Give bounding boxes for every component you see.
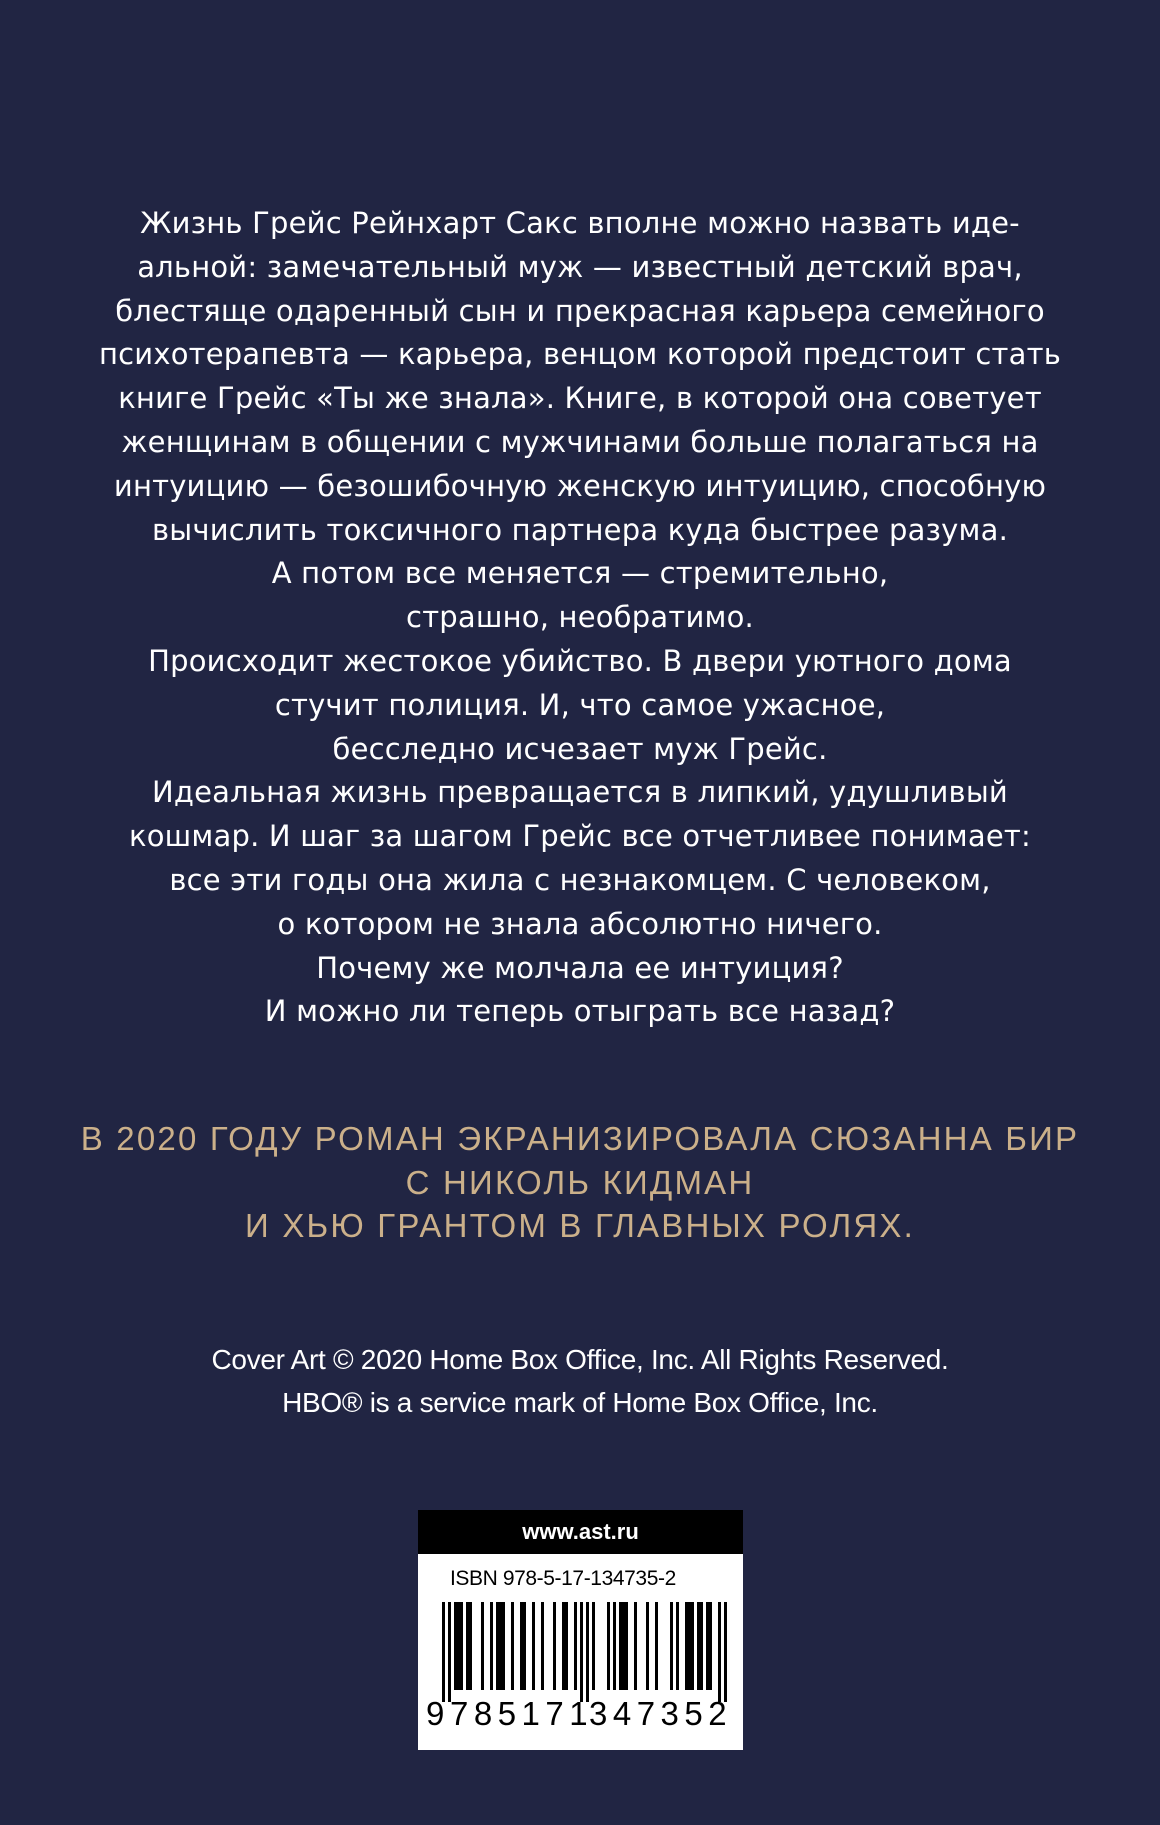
synopsis-line: стучит полиция. И, что самое ужасное, — [274, 687, 886, 722]
barcode-bar — [670, 1602, 673, 1690]
synopsis-line: Почему же молчала ее интуиция? — [316, 950, 844, 985]
synopsis-line: женщинам в общении с мужчинами больше полагаться на — [121, 424, 1039, 459]
copyright-line: HBO® is a service mark of Home Box Office, Inc. — [282, 1387, 878, 1418]
isbn-label: ISBN 978-5-17-134735-2 — [450, 1567, 676, 1590]
synopsis-line: вычислить токсичного партнера куда быстрее разума. — [152, 512, 1008, 547]
barcode-block — [418, 1510, 743, 1750]
synopsis-line: все эти годы она жила с незнакомцем. С человеком, — [169, 862, 991, 897]
barcode-bar — [685, 1602, 688, 1690]
synopsis-line: Идеальная жизнь превращается в липкий, удушливый — [152, 775, 1008, 810]
adaptation-line: В 2020 ГОДУ РОМАН ЭКРАНИЗИРОВАЛА СЮЗАННА БИР — [80, 1120, 1080, 1157]
adaptation-note — [60, 1117, 1100, 1248]
synopsis-line: альной: замечательный муж — известный детский врач, — [137, 249, 1023, 284]
synopsis-line: интуицию — безошибочную женскую интуицию, способную — [113, 468, 1047, 503]
barcode-bar — [700, 1602, 703, 1690]
barcode-bar — [523, 1602, 526, 1690]
barcode-icon — [428, 1602, 733, 1702]
barcode-bar — [496, 1602, 499, 1690]
barcode-bar — [511, 1602, 514, 1690]
barcode-bar — [697, 1602, 700, 1690]
barcode-bar — [466, 1602, 469, 1690]
barcode-bar — [613, 1602, 616, 1690]
barcode-bar — [562, 1602, 565, 1690]
barcode-bar — [655, 1602, 658, 1690]
barcode-bar — [499, 1602, 502, 1690]
barcode-bar — [625, 1602, 628, 1690]
barcode-bar — [541, 1602, 544, 1690]
barcode-bar — [454, 1602, 457, 1690]
barcode-bar — [607, 1602, 610, 1690]
synopsis-line: Жизнь Грейс Рейнхарт Сакс вполне можно назвать иде- — [140, 206, 1020, 240]
barcode-bar — [457, 1602, 460, 1690]
copyright-line: Cover Art © 2020 Home Box Office, Inc. All Rights Reserved. — [211, 1344, 949, 1375]
synopsis-line: страшно, необратимо. — [406, 600, 754, 635]
copyright-notice — [60, 1338, 1100, 1424]
barcode-bar — [460, 1602, 463, 1690]
barcode-bar — [574, 1602, 577, 1690]
barcode-bar — [619, 1602, 622, 1690]
barcode-bar — [622, 1602, 625, 1690]
barcode-left-digits: 785171 — [450, 1695, 594, 1732]
barcode-bar — [709, 1602, 712, 1690]
barcode-bar — [634, 1602, 637, 1690]
barcode-bar — [469, 1602, 472, 1690]
synopsis-text — [60, 202, 1100, 1034]
barcode-bar — [646, 1602, 649, 1690]
barcode-guard-bar — [442, 1602, 445, 1702]
barcode-bar — [688, 1602, 691, 1690]
synopsis-line: Происходит жестокое убийство. В двери уютного дома — [148, 643, 1012, 678]
synopsis-line: психотерапевта — карьера, венцом которой предстоит стать — [99, 337, 1061, 372]
synopsis-line: блестяще одаренный сын и прекрасная карьера семейного — [115, 293, 1045, 328]
barcode-guard-bar — [580, 1602, 583, 1702]
barcode-bar — [592, 1602, 595, 1690]
synopsis-line: кошмар. И шаг за шагом Грейс все отчетливее понимает: — [129, 819, 1031, 854]
barcode-bar — [553, 1602, 556, 1690]
barcode-guard-bar — [586, 1602, 589, 1702]
barcode-digits — [426, 1694, 738, 1734]
barcode-bar — [532, 1602, 535, 1690]
synopsis-line: И можно ли теперь отыграть все назад? — [264, 994, 896, 1029]
barcode-bar — [691, 1602, 694, 1690]
synopsis-line: о котором не знала абсолютно ничего. — [277, 906, 883, 941]
adaptation-line: С НИКОЛЬ КИДМАН — [405, 1163, 755, 1201]
publisher-url: www.ast.ru — [418, 1510, 743, 1554]
synopsis-line: А потом все меняется — стремительно, — [271, 556, 889, 591]
barcode-guard-bar — [718, 1602, 721, 1702]
synopsis-line: бесследно исчезает муж Грейс. — [332, 731, 828, 766]
barcode-bar — [706, 1602, 709, 1690]
barcode-right-digits: 347352 — [589, 1695, 733, 1732]
barcode-guard-bar — [724, 1602, 727, 1702]
barcode-first-digit: 9 — [426, 1695, 445, 1732]
barcode-bar — [490, 1602, 493, 1690]
synopsis-line: книге Грейс «Ты же знала». Книге, в которой она советует — [118, 381, 1042, 416]
barcode-bar — [502, 1602, 505, 1690]
barcode-bar — [520, 1602, 523, 1690]
barcode-bar — [481, 1602, 484, 1690]
adaptation-line: И ХЬЮ ГРАНТОМ В ГЛАВНЫХ РОЛЯХ. — [245, 1207, 915, 1244]
barcode-bar — [565, 1602, 568, 1690]
barcode-guard-bar — [448, 1602, 451, 1702]
barcode-bar — [676, 1602, 679, 1690]
